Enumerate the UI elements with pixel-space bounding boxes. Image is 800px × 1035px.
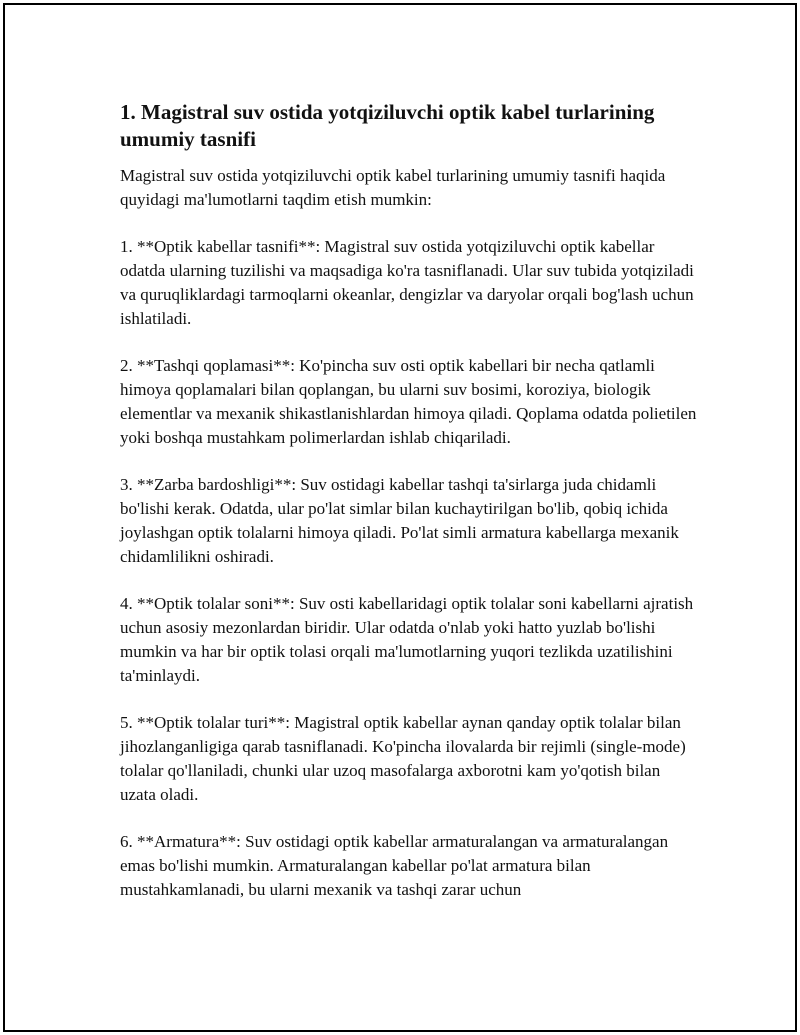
list-item: 6. **Armatura**: Suv ostidagi optik kabellar armaturalangan va armaturalangan emas bo'lishi mumkin. Armaturalangan kabellar po'lat armatura bilan mustahkamlanadi, bu ularni mexanik va tashqi zarar uchun: [120, 832, 669, 899]
list-item: 4. **Optik tolalar soni**: Suv osti kabellaridagi optik tolalar soni kabellarni ajratish uchun asosiy mezonlardan biridir. Ular odatda o'nlab yoki hatto yuzlab bo'lishi mumkin va har bir optik tolasi orqali ma'lumotlarning yuqori tezlikda uzatilishini ta'minlaydi.: [120, 594, 694, 685]
list-item: 5. **Optik tolalar turi**: Magistral optik kabellar aynan qanday optik tolalar bilan jihozlanganligiga qarab tasniflanadi. Ko'pincha ilovalarda bir rejimli (single-mode) tolalar qo'llaniladi, chunki ular uzoq masofalarga axborotni kam yo'qotish bilan uzata oladi.: [120, 713, 686, 804]
list-item: 2. **Tashqi qoplamasi**: Ko'pincha suv osti optik kabellari bir necha qatlamli himoya qoplamalari bilan qoplangan, bu ularni suv bosimi, koroziya, biologik elementlar va mexanik shikastlanishlardan himoya qiladi. Qoplama odatda polietilen yoki boshqa mustahkam polimerlardan ishlab chiqariladi.: [120, 356, 697, 447]
document-body: [120, 99, 700, 925]
page-frame: [3, 3, 797, 1032]
intro-paragraph: Magistral suv ostida yotqiziluvchi optik kabel turlarining umumiy tasnifi haqida quyidagi ma'lumotlarni taqdim etish mumkin:: [120, 166, 666, 209]
document-title: 1. Magistral suv ostida yotqiziluvchi optik kabel turlarining umumiy tasnifi: [120, 100, 655, 151]
list-item: 3. **Zarba bardoshligi**: Suv ostidagi kabellar tashqi ta'sirlarga juda chidamli bo'lishi kerak. Odatda, ular po'lat simlar bilan kuchaytirilgan bo'lib, qobiq ichida joylashgan optik tolalarni himoya qiladi. Po'lat simli armatura kabellarga mexanik chidamlilikni oshiradi.: [120, 475, 679, 566]
list-item: 1. **Optik kabellar tasnifi**: Magistral suv ostida yotqiziluvchi optik kabellar odatda ularning tuzilishi va maqsadiga ko'ra tasniflanadi. Ular suv tubida yotqiziladi va quruqliklardagi tarmoqlarni okeanlar, dengizlar va daryolar orqali bog'lash uchun ishlatiladi.: [120, 237, 694, 328]
